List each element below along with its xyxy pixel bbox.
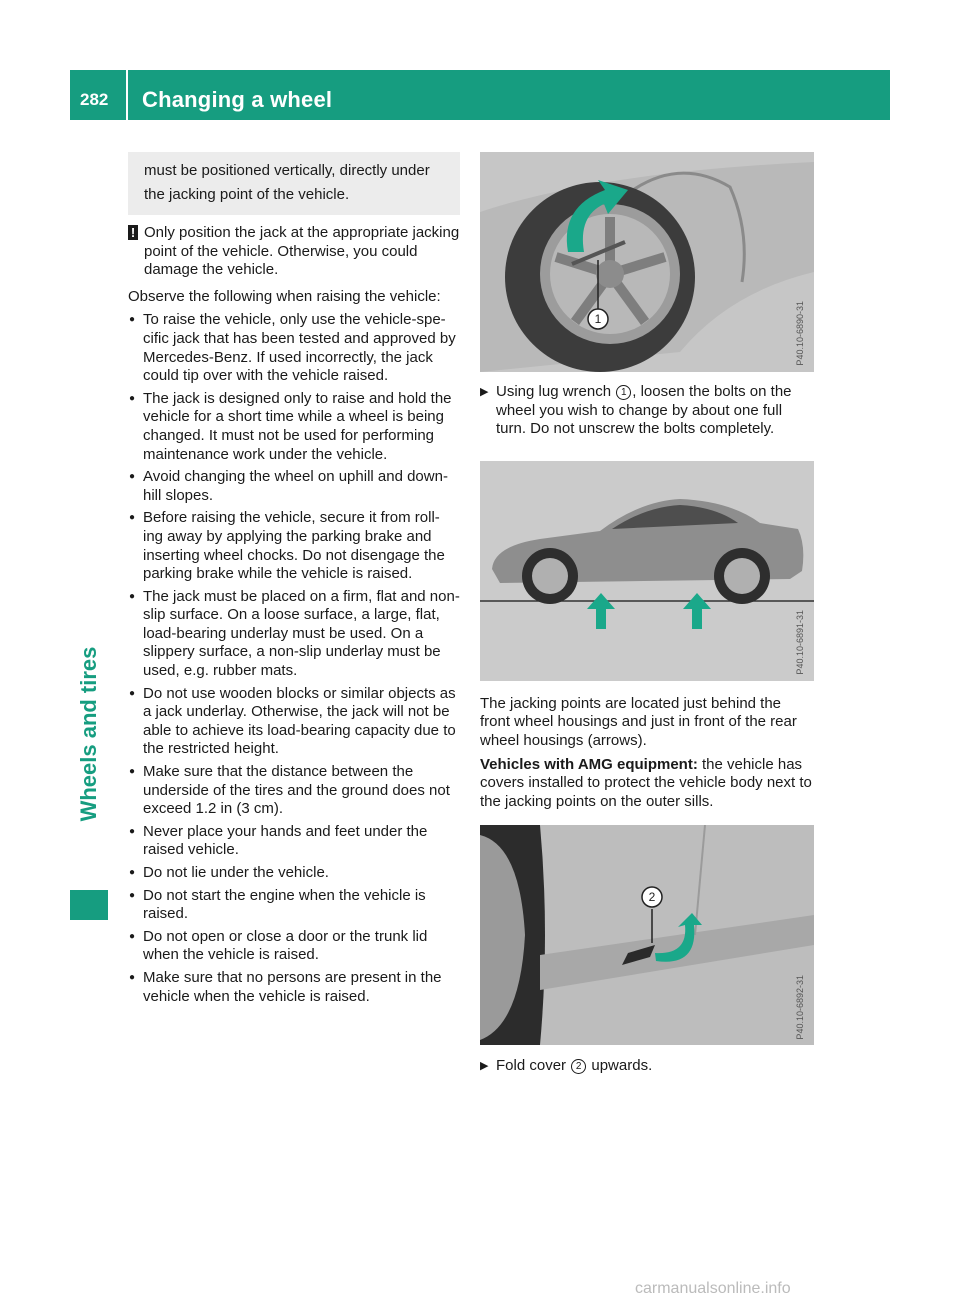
amg-text: the vehicle has covers installed to protect the vehicle body next to the jacking points on the outer sills. xyxy=(480,755,812,810)
amg-label: Vehicles with AMG equipment: xyxy=(480,755,698,773)
watermark: carmanualsonline.info xyxy=(635,1280,791,1297)
note-box xyxy=(128,152,460,215)
jacking-points-text: The jacking points are located just behind the front wheel housings and just in front of the rear wheel housings (arrows). xyxy=(480,694,797,749)
step-text: Fold cover xyxy=(496,1057,567,1075)
list-item: ● Never place your hands and feet under the raised vehicle. xyxy=(128,823,460,860)
step-text: upwards. xyxy=(591,1057,653,1075)
page-number: 282 xyxy=(80,90,109,109)
step-fold-cover xyxy=(480,1057,814,1076)
header-divider xyxy=(126,70,128,120)
precaution-list xyxy=(128,311,460,1006)
list-item: ● To raise the vehicle, only use the vehicle-spe- cific jack that has been tested and approved by Mercedes-Benz. If used incorrectly, the jack could tip over with the vehicle raised. xyxy=(128,311,460,385)
callout-2: 2 xyxy=(648,890,656,905)
amg-note xyxy=(480,756,814,812)
list-item: ● The jack must be placed on a firm, flat and non-slip surface. On a loose surface, a large, flat, load-bearing underlay must be used. On a slippery surface, a non-slip underlay must be used, e.g. rubber mats. xyxy=(128,588,460,681)
figure-code: P40.10-6891-31 xyxy=(795,610,806,675)
figure-lug-wrench xyxy=(480,152,814,372)
figure-code: P40.10-6890-31 xyxy=(795,301,806,366)
right-column xyxy=(480,152,814,1076)
figure-jacking-points xyxy=(480,461,814,681)
list-item: ● Before raising the vehicle, secure it from roll- ing away by applying the parking brake and inserting wheel chocks. Do not disengage the parking brake while the vehicle is raised. xyxy=(128,509,460,583)
list-item: ● Do not lie under the vehicle. xyxy=(128,864,460,883)
step-loosen-bolts xyxy=(480,383,814,439)
chapter-side-tab xyxy=(70,590,108,870)
page-header xyxy=(70,70,890,120)
sill-cover-illustration xyxy=(480,825,814,1045)
warning-icon: ! xyxy=(128,225,138,240)
figure-code: P40.10-6892-31 xyxy=(795,974,806,1040)
callout-marker: 2 xyxy=(571,1059,586,1074)
warning-text: Only position the jack at the appropriate jacking point of the vehicle. Otherwise, you could damage the vehicle. xyxy=(144,224,460,279)
figure-sill-cover xyxy=(480,825,814,1045)
list-item: ● The jack is designed only to raise and hold the vehicle for a short time while a wheel is being changed. It must not be used for performing maintenance work under the vehicle. xyxy=(128,390,460,464)
note-text: must be positioned vertically, directly under the jacking point of the vehicle. xyxy=(144,162,430,203)
section-title: Changing a wheel xyxy=(142,87,333,112)
chapter-marker xyxy=(70,890,108,920)
left-column xyxy=(128,152,460,1010)
list-item: ● Avoid changing the wheel on uphill and down- hill slopes. xyxy=(128,468,460,505)
step-text: Using lug wrench xyxy=(496,383,612,400)
step-text: , loosen the bolts on the wheel you wish to change by about one full turn. Do not unscrew the bolts completely. xyxy=(496,383,792,438)
list-item: ● Make sure that no persons are present in the vehicle when the vehicle is raised. xyxy=(128,969,460,1006)
callout-1: 1 xyxy=(594,312,602,326)
warning xyxy=(128,224,460,280)
car-side-illustration xyxy=(480,461,814,681)
callout-marker: 1 xyxy=(616,385,631,400)
list-item: ● Do not start the engine when the vehicle is raised. xyxy=(128,887,460,924)
list-item: ● Do not use wooden blocks or similar objects as a jack underlay. Otherwise, the jack will not be able to achieve its load-bearing capacity due to the restricted height. xyxy=(128,685,460,759)
list-item: ● Make sure that the distance between the underside of the tires and the ground does not exceed 1.2 in (3 cm). xyxy=(128,763,460,819)
list-item: ● Do not open or close a door or the trunk lid when the vehicle is raised. xyxy=(128,928,460,965)
wheel-illustration xyxy=(480,152,814,372)
chapter-label: Wheels and tires xyxy=(76,646,101,822)
intro-text: Observe the following when raising the vehicle: xyxy=(128,287,441,305)
